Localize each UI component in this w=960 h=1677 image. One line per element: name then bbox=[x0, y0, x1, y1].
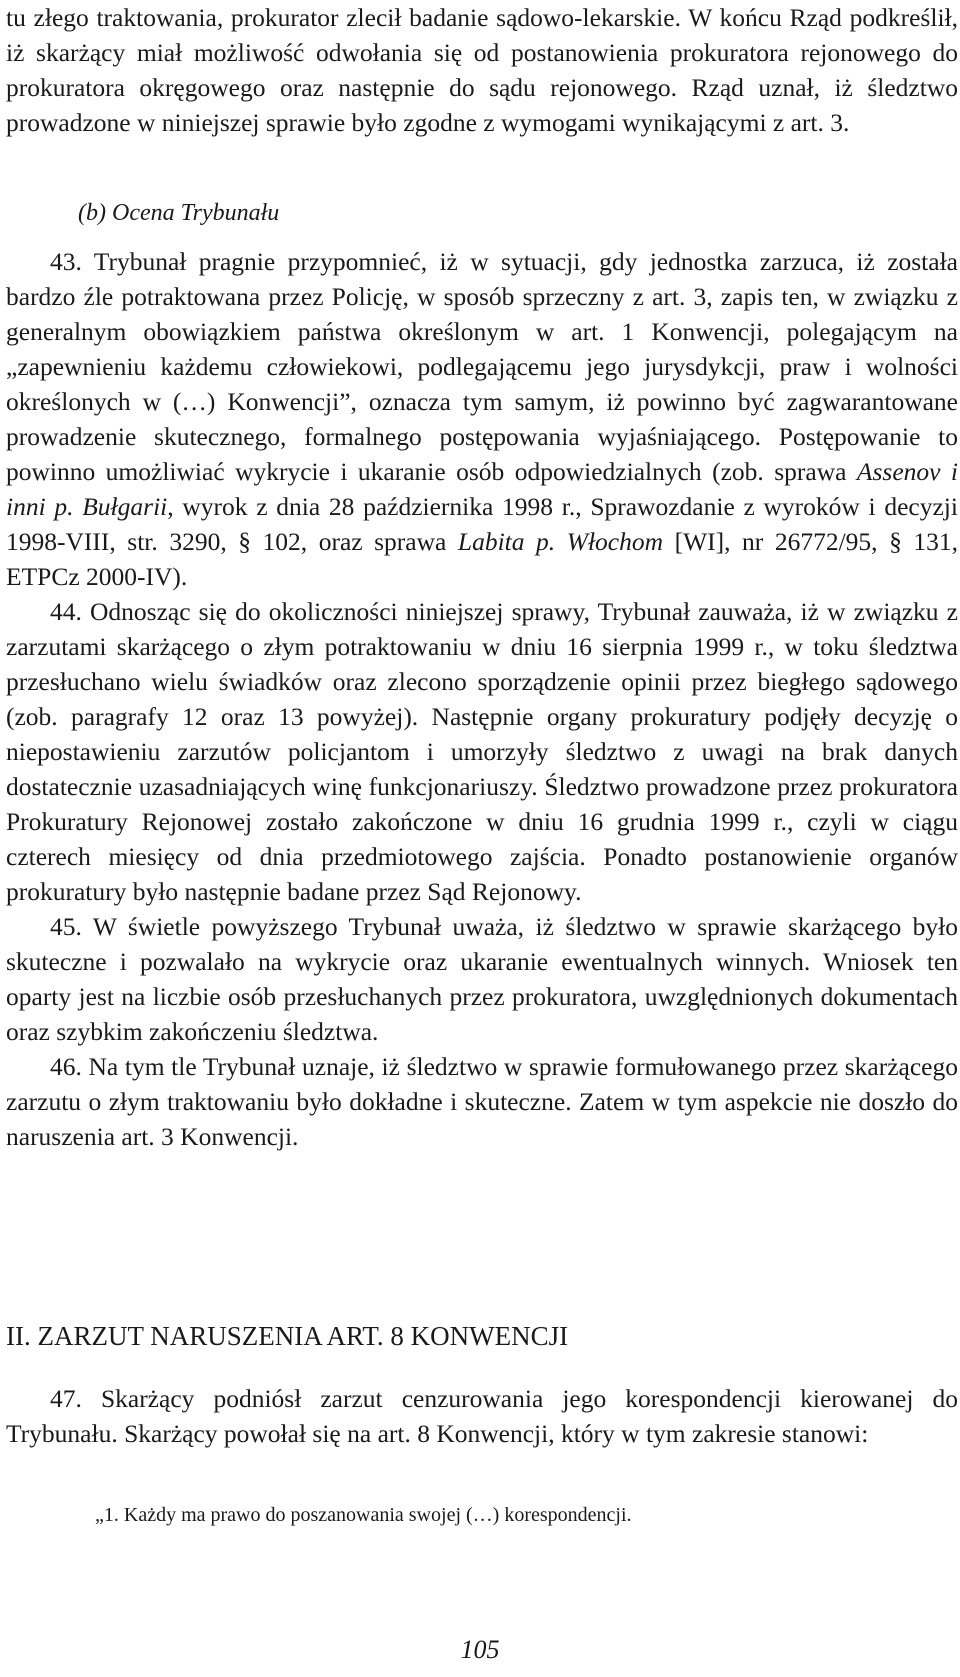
paragraph-47: 47. Skarżący podniósł zarzut cenzurowania jego korespondencji kierowanej do Trybunału. Skarżący powołał się na art. 8 Konwencji, który w tym zakresie stanowi: bbox=[6, 1384, 958, 1448]
section-heading-article-8: II. ZARZUT NARUSZENIA ART. 8 KONWENCJI bbox=[6, 1321, 569, 1351]
case-citation-labita: Labita p. Włochom bbox=[457, 527, 664, 556]
paragraph-43-text-c: [WI], nr 26772/95, § 131, ETPCz 2000-IV). bbox=[6, 527, 958, 591]
paragraph-42-continuation: tu złego traktowania, prokurator zlecił badanie sądowo-lekarskie. W końcu Rząd podkreślił, iż skarżący miał możliwość odwołania się od postanowienia prokuratora rejonowego do prokuratora okręgowego oraz następnie do sądu rejonowego. Rząd uznał, iż śledztwo prowadzone w niniejszej sprawie było zgodne z wymogami wynikającymi z art. 3. bbox=[6, 3, 958, 137]
paragraph-44: 44. Odnosząc się do okoliczności niniejszej sprawy, Trybunał zauważa, iż w związku z zarzutami skarżącego o złym potraktowaniu w dniu 16 sierpnia 1999 r., w toku śledztwa przesłuchano wielu świadków oraz zlecono sporządzenie opinii przez biegłego sądowego (zob. paragrafy 12 oraz 13 powyżej). Następnie organy prokuratury podjęły decyzję o niepostawieniu zarzutów policjantom i umorzyły śledztwo z uwagi na brak danych dostatecznie uzasadniających winę funkcjonariuszy. Śledztwo prowadzone przez prokuratora Prokuratury Rejonowej zostało zakończone w dniu 16 grudnia 1999 r., czyli w ciągu czterech miesięcy od dnia przedmiotowego zajścia. Ponadto postanowienie organów prokuratury było następnie badane przez Sąd Rejonowy. bbox=[6, 597, 958, 906]
subheading-ocena-trybunalu: (b) Ocena Trybunału bbox=[78, 200, 280, 226]
quoted-convention-text: „1. Każdy ma prawo do poszanowania swojej (…) korespondencji. bbox=[95, 1504, 632, 1526]
text-block-top bbox=[6, 0, 958, 140]
paragraph-43-text-b: , wyrok z dnia 28 października 1998 r., Sprawozdanie z wyroków i decyzji 1998-VIII, str. 3290, § 102, oraz sprawa bbox=[6, 492, 958, 556]
text-block-bottom bbox=[6, 1381, 958, 1451]
paragraph-45: 45. W świetle powyższego Trybunał uważa, iż śledztwo w sprawie skarżącego było skuteczne i pozwalało na wykrycie oraz ukaranie ewentualnych winnych. Wniosek ten oparty jest na liczbie osób przesłuchanych przez prokuratora, uwzględnionych dokumentach oraz szybkim zakończeniu śledztwa. bbox=[6, 912, 958, 1046]
paragraph-46: 46. Na tym tle Trybunał uznaje, iż śledztwo w sprawie formułowanego przez skarżącego zarzutu o złym traktowaniu było dokładne i skuteczne. Zatem w tym aspekcie nie doszło do naruszenia art. 3 Konwencji. bbox=[6, 1052, 958, 1151]
paragraph-43-text-a: 43. Trybunał pragnie przypomnieć, iż w sytuacji, gdy jednostka zarzuca, iż została bardzo źle potraktowana przez Policję, w sposób sprzeczny z art. 3, zapis ten, w związku z generalnym obowiązkiem państwa określonym w art. 1 Konwencji, polegającym na „zapewnieniu każdemu człowiekowi, podlegającemu jego jurysdykcji, praw i wolności określonych w (…) Konwencji”, oznacza tym samym, iż powinno być zagwarantowane prowadzenie skutecznego, formalnego postępowania wyjaśniającego. Postępowanie to powinno umożliwiać wykrycie i ukaranie osób odpowiedzialnych (zob. sprawa bbox=[6, 247, 958, 486]
case-citation-assenov: Assenov i inni p. Bułgarii bbox=[6, 457, 958, 521]
text-block-main bbox=[6, 244, 958, 1154]
page-number: 105 bbox=[460, 1635, 500, 1664]
paragraph-43 bbox=[6, 244, 958, 594]
